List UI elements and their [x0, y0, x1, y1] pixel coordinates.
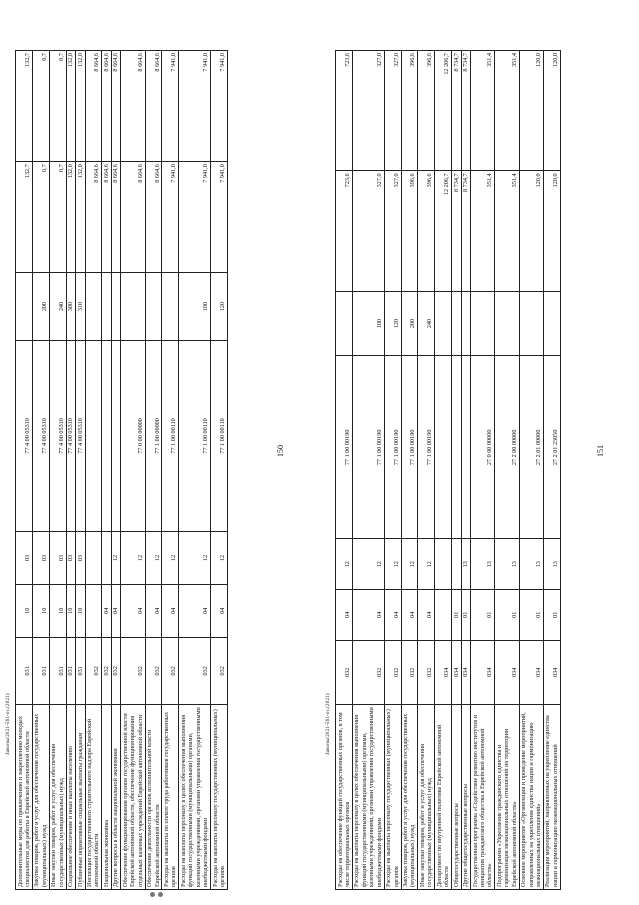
row-c-cell: 12 — [162, 532, 179, 585]
row-e-cell: 100 — [179, 273, 211, 340]
row-c-cell: 12 — [145, 532, 162, 585]
row-c-cell: 13 — [519, 539, 543, 590]
row-v2-cell: 0,7 — [49, 51, 66, 162]
row-a-cell: 034 — [519, 640, 543, 704]
row-v1-cell: 8 664,6 — [145, 162, 162, 273]
row-d-cell: 27 2 00 00000 — [495, 356, 519, 539]
table-row — [102, 51, 111, 890]
row-e-cell — [85, 273, 102, 340]
row-name-cell: Подпрограмма «Укрепление гражданского единства и гармонизация межнациональных отношений на территории Еврейской автономной области» — [495, 705, 519, 890]
row-v2-cell: 7 941,0 — [211, 51, 228, 162]
row-v2-cell: 8 664,6 — [145, 51, 162, 162]
row-b-cell: 04 — [179, 584, 211, 637]
row-b-cell: 10 — [32, 584, 49, 637]
row-name-cell: Закупка товаров, работ и услуг для обеспечения государственных (муниципальных) нужд — [401, 705, 418, 890]
row-d-cell: 77 1 00 00110 — [211, 340, 228, 531]
row-d-cell: 77 4 00 05310 — [16, 340, 33, 531]
row-c-cell: 12 — [352, 539, 384, 590]
row-v1-cell: 132,7 — [16, 162, 33, 273]
row-v1-cell: 396,6 — [418, 171, 435, 291]
row-v1-cell: 7 941,0 — [179, 162, 211, 273]
row-v2-cell: 120,0 — [543, 51, 560, 171]
right-page — [320, 0, 639, 905]
table-row — [401, 51, 418, 890]
row-a-cell: 034 — [495, 640, 519, 704]
row-name-cell: Основное мероприятие «Организация и проведение мероприятий, направленных на укрепление единства нации и гармонизацию межнациональных отношений» — [519, 705, 543, 890]
row-d-cell — [452, 356, 461, 539]
row-e-cell — [336, 291, 353, 355]
table-row — [49, 51, 66, 890]
row-v2-cell: 7 941,0 — [162, 51, 179, 162]
row-a-cell: 032 — [85, 637, 102, 704]
page-number: 151 — [596, 445, 605, 457]
row-v2-cell: 327,0 — [352, 51, 384, 171]
row-d-cell: 77 4 00 05310 — [32, 340, 49, 531]
row-v2-cell: 8 734,7 — [452, 51, 461, 171]
row-a-cell: 032 — [111, 637, 120, 704]
page-number: 150 — [276, 445, 285, 457]
table-row — [16, 51, 33, 890]
budget-table — [15, 50, 228, 890]
row-d-cell — [435, 356, 452, 539]
row-e-cell — [471, 291, 495, 355]
row-b-cell: 01 — [452, 590, 461, 641]
row-e-cell — [452, 291, 461, 355]
row-c-cell: 03 — [49, 532, 66, 585]
row-name-cell: Обеспечение деятельности органов исполнительной власти Еврейской автономной области — [145, 705, 162, 890]
row-e-cell — [121, 273, 145, 340]
punch-hole — [158, 892, 163, 897]
row-d-cell: 77 1 00 00190 — [384, 356, 401, 539]
row-v1-cell: 12 206,7 — [435, 171, 452, 291]
row-v2-cell: 132,7 — [16, 51, 33, 162]
table-row — [495, 51, 519, 890]
row-v1-cell: 7 941,0 — [211, 162, 228, 273]
table-row — [162, 51, 179, 890]
row-c-cell: 12 — [384, 539, 401, 590]
row-a-cell: 034 — [452, 640, 461, 704]
row-c-cell: 12 — [418, 539, 435, 590]
right-page-content — [320, 0, 639, 905]
row-d-cell: 77 4 00 05310 — [66, 340, 75, 531]
row-c-cell: 13 — [495, 539, 519, 590]
row-b-cell: 10 — [76, 584, 85, 637]
row-e-cell: 200 — [32, 273, 49, 340]
row-a-cell: 032 — [102, 637, 111, 704]
row-c-cell: 13 — [461, 539, 470, 590]
table-row — [519, 51, 543, 890]
row-a-cell: 032 — [121, 637, 145, 704]
row-b-cell: 04 — [418, 590, 435, 641]
row-v1-cell: 8 664,6 — [121, 162, 145, 273]
punch-hole — [150, 892, 155, 897]
row-c-cell: 12 — [179, 532, 211, 585]
table-row — [418, 51, 435, 890]
row-e-cell — [495, 291, 519, 355]
row-c-cell: 12 — [401, 539, 418, 590]
row-v1-cell: 120,0 — [519, 171, 543, 291]
row-d-cell: 77 1 00 00110 — [179, 340, 211, 531]
row-a-cell: 032 — [211, 637, 228, 704]
table-row — [452, 51, 461, 890]
row-e-cell: 120 — [384, 291, 401, 355]
row-a-cell: 032 — [145, 637, 162, 704]
row-v1-cell: 120,0 — [543, 171, 560, 291]
row-a-cell: 031 — [49, 637, 66, 704]
row-a-cell: 031 — [66, 637, 75, 704]
row-name-cell: Расходы на выплаты по оплате труда работников государственных органов — [162, 705, 179, 890]
row-d-cell: 77 4 00 05310 — [76, 340, 85, 531]
row-c-cell — [102, 532, 111, 585]
row-a-cell: 031 — [32, 637, 49, 704]
row-d-cell — [461, 356, 470, 539]
table-row — [435, 51, 452, 890]
row-a-cell: 031 — [16, 637, 33, 704]
row-v1-cell: 0,7 — [49, 162, 66, 273]
row-v2-cell: 8 664,6 — [85, 51, 102, 162]
page-footer: Законы/2021-561-оз.(2021) — [6, 693, 11, 755]
row-v2-cell: 8 664,6 — [111, 51, 120, 162]
row-name-cell: Другие общегосударственные вопросы — [461, 705, 470, 890]
row-v2-cell: 396,6 — [401, 51, 418, 171]
row-c-cell: 03 — [32, 532, 49, 585]
row-v2-cell: 7 941,0 — [179, 51, 211, 162]
table-row — [471, 51, 495, 890]
row-a-cell: 032 — [179, 637, 211, 704]
row-v1-cell: 8 664,6 — [111, 162, 120, 273]
row-v2-cell: 351,4 — [471, 51, 495, 171]
row-name-cell: Общегосударственные вопросы — [452, 705, 461, 890]
row-v1-cell: 132,0 — [76, 162, 85, 273]
row-name-cell: Расходы на выплаты персоналу государственных (муниципальных) органов — [384, 705, 401, 890]
row-d-cell: 77 1 00 00000 — [145, 340, 162, 531]
row-a-cell: 032 — [352, 640, 384, 704]
row-e-cell — [519, 291, 543, 355]
row-name-cell: Дополнительные меры по привлечению и закреплению молодых специалистов для работы в Еврейской автономной области — [16, 705, 33, 890]
row-d-cell: 27 2 01 00000 — [519, 356, 543, 539]
row-v2-cell: 396,6 — [418, 51, 435, 171]
row-b-cell: 01 — [543, 590, 560, 641]
row-c-cell: 12 — [111, 532, 120, 585]
row-c-cell: 03 — [66, 532, 75, 585]
row-b-cell: 10 — [49, 584, 66, 637]
row-v1-cell: 8 734,7 — [452, 171, 461, 291]
row-name-cell: Реализация мероприятий, направленных на укрепление единства нации и гармонизацию межнациональных отношений — [543, 705, 560, 890]
row-e-cell — [543, 291, 560, 355]
row-d-cell: 77 4 00 05310 — [49, 340, 66, 531]
table-row — [111, 51, 120, 890]
row-d-cell — [102, 340, 111, 531]
row-e-cell — [111, 273, 120, 340]
row-c-cell: 12 — [121, 532, 145, 585]
row-a-cell: 034 — [435, 640, 452, 704]
row-c-cell: 12 — [211, 532, 228, 585]
table-row — [85, 51, 102, 890]
row-name-cell: Социальное обеспечение и иные выплаты населению — [66, 705, 75, 890]
table-row — [211, 51, 228, 890]
table-row — [66, 51, 75, 890]
row-v2-cell: 132,0 — [66, 51, 75, 162]
table-row — [76, 51, 85, 890]
row-d-cell: 77 1 00 00190 — [401, 356, 418, 539]
row-b-cell: 04 — [352, 590, 384, 641]
table-row — [145, 51, 162, 890]
row-c-cell: 13 — [471, 539, 495, 590]
row-b-cell: 04 — [145, 584, 162, 637]
row-v1-cell: 327,0 — [352, 171, 384, 291]
row-b-cell: 01 — [461, 590, 470, 641]
row-c-cell — [85, 532, 102, 585]
row-b-cell: 01 — [471, 590, 495, 641]
row-name-cell: Другие вопросы в области национальной экономики — [111, 705, 120, 890]
row-e-cell: 100 — [352, 291, 384, 355]
row-v2-cell: 723,6 — [336, 51, 353, 171]
row-d-cell: 77 1 00 00190 — [418, 356, 435, 539]
row-v2-cell: 132,0 — [76, 51, 85, 162]
row-a-cell: 034 — [471, 640, 495, 704]
row-b-cell — [435, 590, 452, 641]
row-e-cell — [461, 291, 470, 355]
row-a-cell: 031 — [76, 637, 85, 704]
row-v1-cell: 396,6 — [401, 171, 418, 291]
table-row — [543, 51, 560, 890]
row-e-cell: 200 — [401, 291, 418, 355]
row-v2-cell: 8 734,7 — [461, 51, 470, 171]
row-v1-cell: 351,4 — [471, 171, 495, 291]
row-v1-cell: 8 734,7 — [461, 171, 470, 291]
table-row — [32, 51, 49, 890]
row-e-cell — [162, 273, 179, 340]
row-name-cell: Иные закупки товаров, работ и услуг для обеспечения государственных (муниципальных) нужд — [49, 705, 66, 890]
row-d-cell: 27 2 01 23050 — [543, 356, 560, 539]
row-b-cell: 04 — [384, 590, 401, 641]
row-b-cell — [85, 584, 102, 637]
row-v2-cell: 0,7 — [32, 51, 49, 162]
row-a-cell: 032 — [384, 640, 401, 704]
row-d-cell — [85, 340, 102, 531]
row-e-cell — [102, 273, 111, 340]
row-a-cell: 034 — [543, 640, 560, 704]
row-name-cell: Иные закупки товаров, работ и услуг для обеспечения государственных (муниципальных) нужд — [418, 705, 435, 890]
row-e-cell: 310 — [76, 273, 85, 340]
row-v2-cell: 351,4 — [495, 51, 519, 171]
row-name-cell: Национальная экономика — [102, 705, 111, 890]
row-d-cell: 27 0 00 00000 — [471, 356, 495, 539]
row-b-cell: 01 — [495, 590, 519, 641]
row-v1-cell: 0,7 — [32, 162, 49, 273]
row-c-cell: 03 — [76, 532, 85, 585]
row-name-cell: Инспекция государственного строительного надзора Еврейской автономной области — [85, 705, 102, 890]
row-a-cell: 032 — [336, 640, 353, 704]
row-name-cell: Публичные нормативные социальные выплаты гражданам — [76, 705, 85, 890]
row-e-cell: 120 — [211, 273, 228, 340]
budget-table — [335, 50, 561, 890]
table-row — [179, 51, 211, 890]
table-row — [352, 51, 384, 890]
row-v1-cell: 132,0 — [66, 162, 75, 273]
row-e-cell — [16, 273, 33, 340]
row-a-cell: 032 — [401, 640, 418, 704]
row-name-cell: Департамент по внутренней политике Еврейской автономной области — [435, 705, 452, 890]
row-a-cell: 032 — [162, 637, 179, 704]
row-c-cell: 12 — [336, 539, 353, 590]
row-b-cell: 10 — [66, 584, 75, 637]
page-footer: Законы/2021-561-оз.(2021) — [326, 693, 331, 755]
row-b-cell: 10 — [16, 584, 33, 637]
row-name-cell: Расходы на выплаты персоналу государственных (муниципальных) органов — [211, 705, 228, 890]
row-a-cell: 032 — [418, 640, 435, 704]
table-row — [121, 51, 145, 890]
row-e-cell: 240 — [418, 291, 435, 355]
row-d-cell: 77 1 00 00190 — [352, 356, 384, 539]
row-c-cell — [452, 539, 461, 590]
row-v1-cell: 7 941,0 — [162, 162, 179, 273]
row-name-cell: Государственная программа «Содействие развитию институтов и инициатив гражданского общества в Еврейской автономной области» — [471, 705, 495, 890]
row-name-cell: Расходы на выплаты персоналу в целях обеспечения выполнения функций государственными (муниципальными) органами, казенными учреждениями, органами управления государственными внебюджетными фондами — [352, 705, 384, 890]
row-b-cell: 04 — [102, 584, 111, 637]
row-d-cell: 77 1 00 00190 — [336, 356, 353, 539]
row-name-cell: Расходы на выплаты персоналу в целях обеспечения выполнения функций государственными (муниципальными) органами, казенными учреждениями, органами управления государственными внебюджетными фондами — [179, 705, 211, 890]
table-row — [336, 51, 353, 890]
row-name-cell: Обеспечение функционирования органов государственной власти Еврейской автономной области, обеспечение функционирования отдельных казенных учреждений Еврейской автономной области — [121, 705, 145, 890]
row-d-cell: 77 1 00 00110 — [162, 340, 179, 531]
table-row — [461, 51, 470, 890]
row-v1-cell: 8 664,6 — [102, 162, 111, 273]
row-b-cell: 01 — [519, 590, 543, 641]
row-b-cell: 04 — [336, 590, 353, 641]
row-v1-cell: 327,0 — [384, 171, 401, 291]
row-d-cell — [111, 340, 120, 531]
row-v2-cell: 8 664,6 — [121, 51, 145, 162]
row-v2-cell: 12 206,7 — [435, 51, 452, 171]
table-row — [384, 51, 401, 890]
row-d-cell: 77 0 00 00000 — [121, 340, 145, 531]
row-e-cell — [145, 273, 162, 340]
row-b-cell: 04 — [121, 584, 145, 637]
row-c-cell: 13 — [543, 539, 560, 590]
row-e-cell: 240 — [49, 273, 66, 340]
row-e-cell — [435, 291, 452, 355]
row-b-cell: 04 — [211, 584, 228, 637]
row-b-cell: 04 — [401, 590, 418, 641]
row-b-cell: 04 — [162, 584, 179, 637]
row-v1-cell: 8 664,6 — [85, 162, 102, 273]
row-v2-cell: 327,0 — [384, 51, 401, 171]
row-c-cell: 03 — [16, 532, 33, 585]
row-a-cell: 034 — [461, 640, 470, 704]
row-v2-cell: 8 664,6 — [102, 51, 111, 162]
row-b-cell: 04 — [111, 584, 120, 637]
row-v1-cell: 723,6 — [336, 171, 353, 291]
row-c-cell — [435, 539, 452, 590]
row-v1-cell: 351,4 — [495, 171, 519, 291]
row-v2-cell: 120,0 — [519, 51, 543, 171]
row-e-cell: 300 — [66, 273, 75, 340]
row-name-cell: Расходы на обеспечение функций государственных органов, в том числе территориальных органов — [336, 705, 353, 890]
row-name-cell: Закупка товаров, работ и услуг для обеспечения государственных (муниципальных) нужд — [32, 705, 49, 890]
